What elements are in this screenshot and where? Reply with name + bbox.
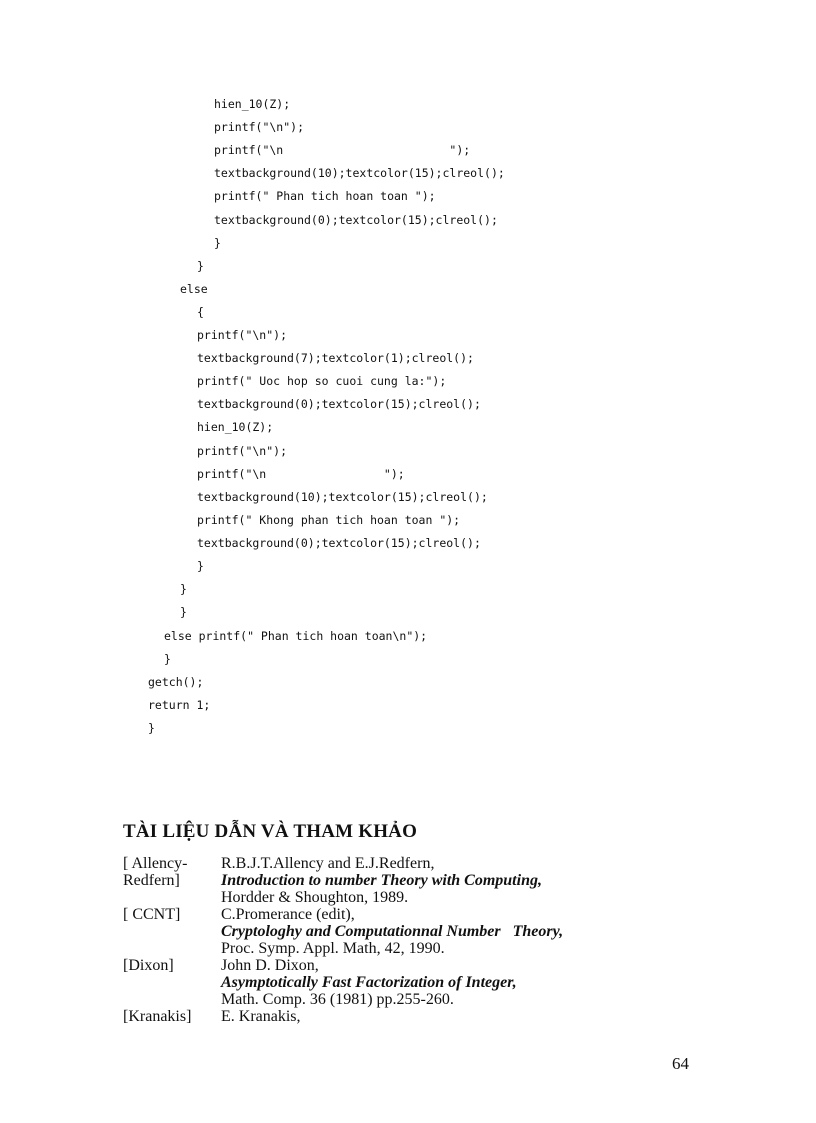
- reference-publication: Math. Comp. 36 (1981) pp.255-260.: [221, 991, 454, 1008]
- code-line: return 1;: [148, 698, 211, 712]
- reference-key: [Dixon]: [123, 957, 174, 974]
- code-line: textbackground(0);textcolor(15);clreol();: [197, 397, 481, 411]
- reference-authors: R.B.J.T.Allency and E.J.Redfern,: [221, 855, 435, 872]
- code-line: textbackground(10);textcolor(15);clreol();: [214, 166, 505, 180]
- code-line: hien_10(Z);: [197, 420, 274, 434]
- reference-authors: E. Kranakis,: [221, 1008, 301, 1025]
- reference-publication: Hordder & Shoughton, 1989.: [221, 889, 409, 906]
- code-line: printf("\n ");: [214, 143, 471, 157]
- reference-key: [Kranakis]: [123, 1008, 192, 1025]
- reference-authors: C.Promerance (edit),: [221, 906, 355, 923]
- code-line: getch();: [148, 675, 204, 689]
- reference-work-title: Cryptologhy and Computationnal Number Theory,: [221, 923, 564, 940]
- code-line: textbackground(0);textcolor(15);clreol();: [214, 213, 498, 227]
- code-line: }: [197, 559, 204, 573]
- code-line: }: [180, 582, 187, 596]
- code-line: printf("\n");: [214, 120, 305, 134]
- code-line: else: [180, 282, 208, 296]
- code-line: textbackground(7);textcolor(1);clreol();: [197, 351, 474, 365]
- code-line: }: [197, 259, 204, 273]
- code-line: printf("\n");: [197, 444, 288, 458]
- references-title: TÀI LIỆU DẪN VÀ THAM KHẢO: [123, 821, 418, 842]
- code-line: else printf(" Phan tich hoan toan\n");: [164, 629, 428, 643]
- code-line: printf(" Uoc hop so cuoi cung la:");: [197, 374, 447, 388]
- code-line: hien_10(Z);: [214, 97, 291, 111]
- code-line: }: [148, 721, 155, 735]
- code-line: printf("\n");: [197, 328, 288, 342]
- code-line: textbackground(10);textcolor(15);clreol();: [197, 490, 488, 504]
- reference-work-title: Introduction to number Theory with Computing,: [221, 872, 542, 889]
- code-line: }: [214, 236, 221, 250]
- reference-publication: Proc. Symp. Appl. Math, 42, 1990.: [221, 940, 445, 957]
- reference-key: Redfern]: [123, 872, 180, 889]
- reference-key: [ CCNT]: [123, 906, 181, 923]
- code-line: textbackground(0);textcolor(15);clreol();: [197, 536, 481, 550]
- code-line: printf(" Khong phan tich hoan toan ");: [197, 513, 461, 527]
- reference-work-title: Asymptotically Fast Factorization of Integer,: [221, 974, 517, 991]
- page-number: 64: [672, 1054, 689, 1073]
- reference-key: [ Allency-: [123, 855, 188, 872]
- code-line: {: [197, 305, 204, 319]
- code-line: printf("\n ");: [197, 467, 405, 481]
- code-line: }: [180, 605, 187, 619]
- reference-authors: John D. Dixon,: [221, 957, 319, 974]
- code-line: printf(" Phan tich hoan toan ");: [214, 189, 436, 203]
- code-line: }: [164, 652, 171, 666]
